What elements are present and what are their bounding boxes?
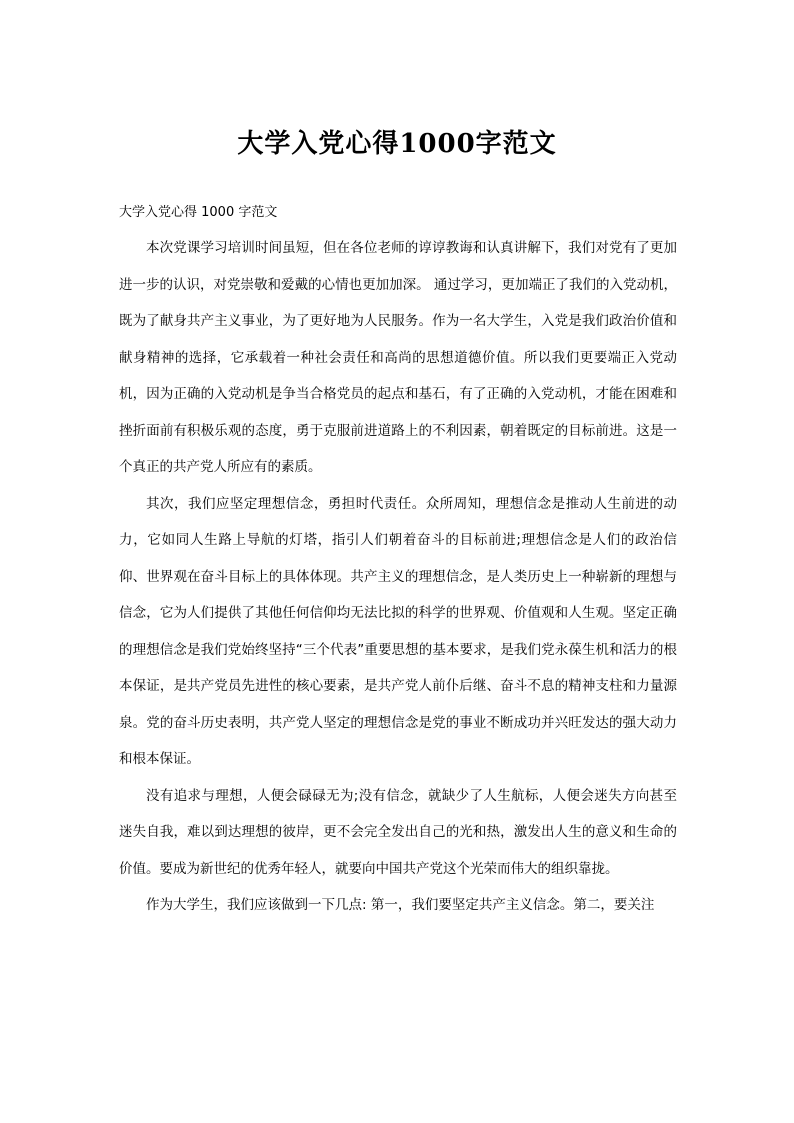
paragraph-2: 其次，我们应坚定理想信念，勇担时代责任。众所周知，理想信念是推动人生前进的动力，它如同人生路上导航的灯塔，指引人们朝着奋斗的目标前进;理想信念是人们的政治信仰、世界观在奋斗目标上的具体体现。共产主义的理想信念，是人类历史上一种崭新的理想与信念，它为人们提供了其他任何信仰均无法比拟的科学的世界观、价值观和人生观。坚定正确的理想信念是我们党始终坚持“三个代表”重要思想的基本要求，是我们党永葆生机和活力的根本保证，是共产党员先进性的核心要素，是共产党人前仆后继、奋斗不息的精神支柱和力量源泉。党的奋斗历史表明，共产党人坚定的理想信念是党的事业不断成功并兴旺发达的强大动力和根本保证。 bbox=[119, 495, 677, 767]
paragraph-1: 本次党课学习培训时间虽短，但在各位老师的谆谆教诲和认真讲解下，我们对党有了更加进一步的认识，对党崇敬和爱戴的心情也更加加深。 通过学习，更加端正了我们的入党动机，既为了献身共产主义事业，为了更好地为人民服务。作为一名大学生，入党是我们政治价值和献身精神的选择，它承载着一种社会责任和高尚的思想道德价值。所以我们更要端正入党动机，因为正确的入党动机是争当合格党员的起点和基石，有了正确的入党动机，才能在困难和挫折面前有积极乐观的态度，勇于克服前进道路上的不利因素，朝着既定的目标前进。这是一个真正的共产党人所应有的素质。 bbox=[119, 240, 677, 475]
document-body bbox=[119, 230, 677, 924]
paragraph-4: 作为大学生，我们应该做到一下几点: 第一，我们要坚定共产主义信念。第二，要关注 bbox=[146, 897, 655, 913]
paragraph-3: 没有追求与理想，人便会碌碌无为;没有信念，就缺少了人生航标，人便会迷失方向甚至迷失自我，难以到达理想的彼岸，更不会完全发出自己的光和热，激发出人生的意义和生命的价值。要成为新世纪的优秀年轻人，就要向中国共产党这个光荣而伟大的组织靠拢。 bbox=[119, 787, 677, 877]
document-subtitle: 大学入党心得 1000 字范文 bbox=[119, 205, 278, 220]
page-title: 大学入党心得1000字范文 bbox=[237, 129, 557, 159]
